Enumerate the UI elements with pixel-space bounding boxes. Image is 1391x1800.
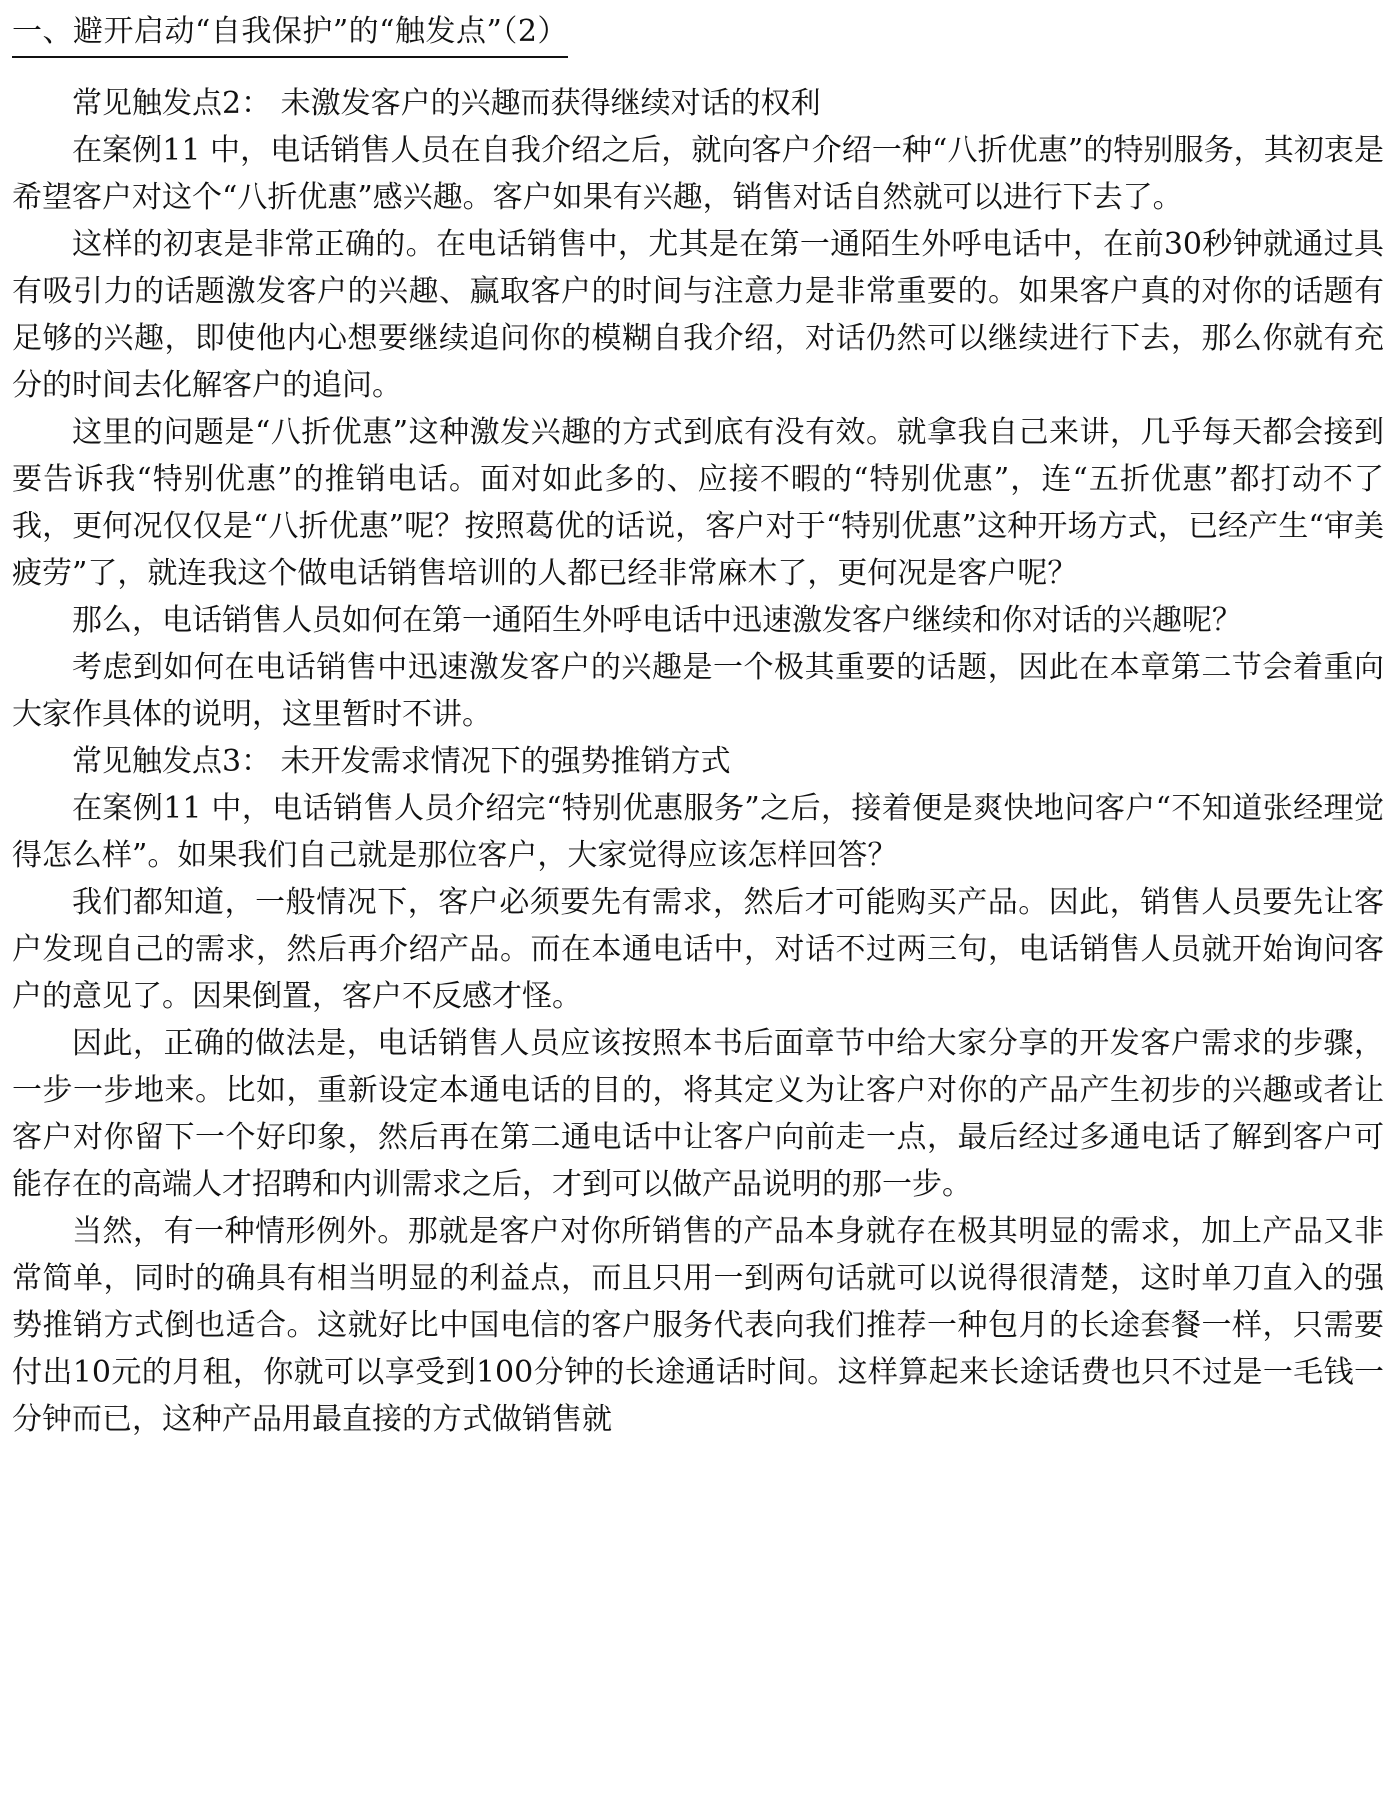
paragraph: 我们都知道，一般情况下，客户必须要先有需求，然后才可能购买产品。因此，销售人员要先让客户发现自己的需求，然后再介绍产品。而在本通电话中，对话不过两三句，电话销售人员就开始询问客户的意见了。因果倒置，客户不反感才怪。: [12, 885, 1384, 1014]
paragraph: 当然，有一种情形例外。那就是客户对你所销售的产品本身就存在极其明显的需求，加上产品又非常简单，同时的确具有相当明显的利益点，而且只用一到两句话就可以说得很清楚，这时单刀直入的强势推销方式倒也适合。这就好比中国电信的客户服务代表向我们推荐一种包月的长途套餐一样，只需要付出10元的月租，你就可以享受到100分钟的长途通话时间。这样算起来长途话费也只不过是一毛钱一分钟而已，这种产品用最直接的方式做销售就: [12, 1214, 1384, 1437]
section-title: 一、避开启动“自我保护”的“触发点”（2）: [12, 12, 568, 58]
paragraph-trigger-2-heading: 常见触发点2： 未激发客户的兴趣而获得继续对话的权利: [72, 86, 821, 121]
paragraph: 这样的初衷是非常正确的。在电话销售中，尤其是在第一通陌生外呼电话中，在前30秒钟就通过具有吸引力的话题激发客户的兴趣、赢取客户的时间与注意力是非常重要的。如果客户真的对你的话题有足够的兴趣，即使他内心想要继续追问你的模糊自我介绍，对话仍然可以继续进行下去，那么你就有充分的时间去化解客户的追问。: [12, 227, 1384, 403]
document-page: [12, 0, 1384, 1800]
paragraph: 这里的问题是“八折优惠”这种激发兴趣的方式到底有没有效。就拿我自己来讲，几乎每天都会接到要告诉我“特别优惠”的推销电话。面对如此多的、应接不暇的“特别优惠”，连“五折优惠”都打动不了我，更何况仅仅是“八折优惠”呢？按照葛优的话说，客户对于“特别优惠”这种开场方式，已经产生“审美疲劳”了，就连我这个做电话销售培训的人都已经非常麻木了，更何况是客户呢？: [12, 415, 1384, 591]
paragraph: 考虑到如何在电话销售中迅速激发客户的兴趣是一个极其重要的话题，因此在本章第二节会着重向大家作具体的说明，这里暂时不讲。: [12, 650, 1384, 732]
document-body: [12, 80, 1384, 1443]
paragraph: 在案例11 中，电话销售人员介绍完“特别优惠服务”之后，接着便是爽快地问客户“不知道张经理觉得怎么样”。如果我们自己就是那位客户，大家觉得应该怎样回答？: [12, 791, 1384, 873]
paragraph: 那么，电话销售人员如何在第一通陌生外呼电话中迅速激发客户继续和你对话的兴趣呢？: [72, 603, 1242, 638]
paragraph: 因此，正确的做法是，电话销售人员应该按照本书后面章节中给大家分享的开发客户需求的步骤，一步一步地来。比如，重新设定本通电话的目的，将其定义为让客户对你的产品产生初步的兴趣或者让客户对你留下一个好印象，然后再在第二通电话中让客户向前走一点，最后经过多通电话了解到客户可能存在的高端人才招聘和内训需求之后，才到可以做产品说明的那一步。: [12, 1026, 1384, 1202]
paragraph: 在案例11 中，电话销售人员在自我介绍之后，就向客户介绍一种“八折优惠”的特别服务，其初衷是希望客户对这个“八折优惠”感兴趣。客户如果有兴趣，销售对话自然就可以进行下去了。: [12, 133, 1384, 215]
paragraph-trigger-3-heading: 常见触发点3： 未开发需求情况下的强势推销方式: [72, 744, 731, 779]
